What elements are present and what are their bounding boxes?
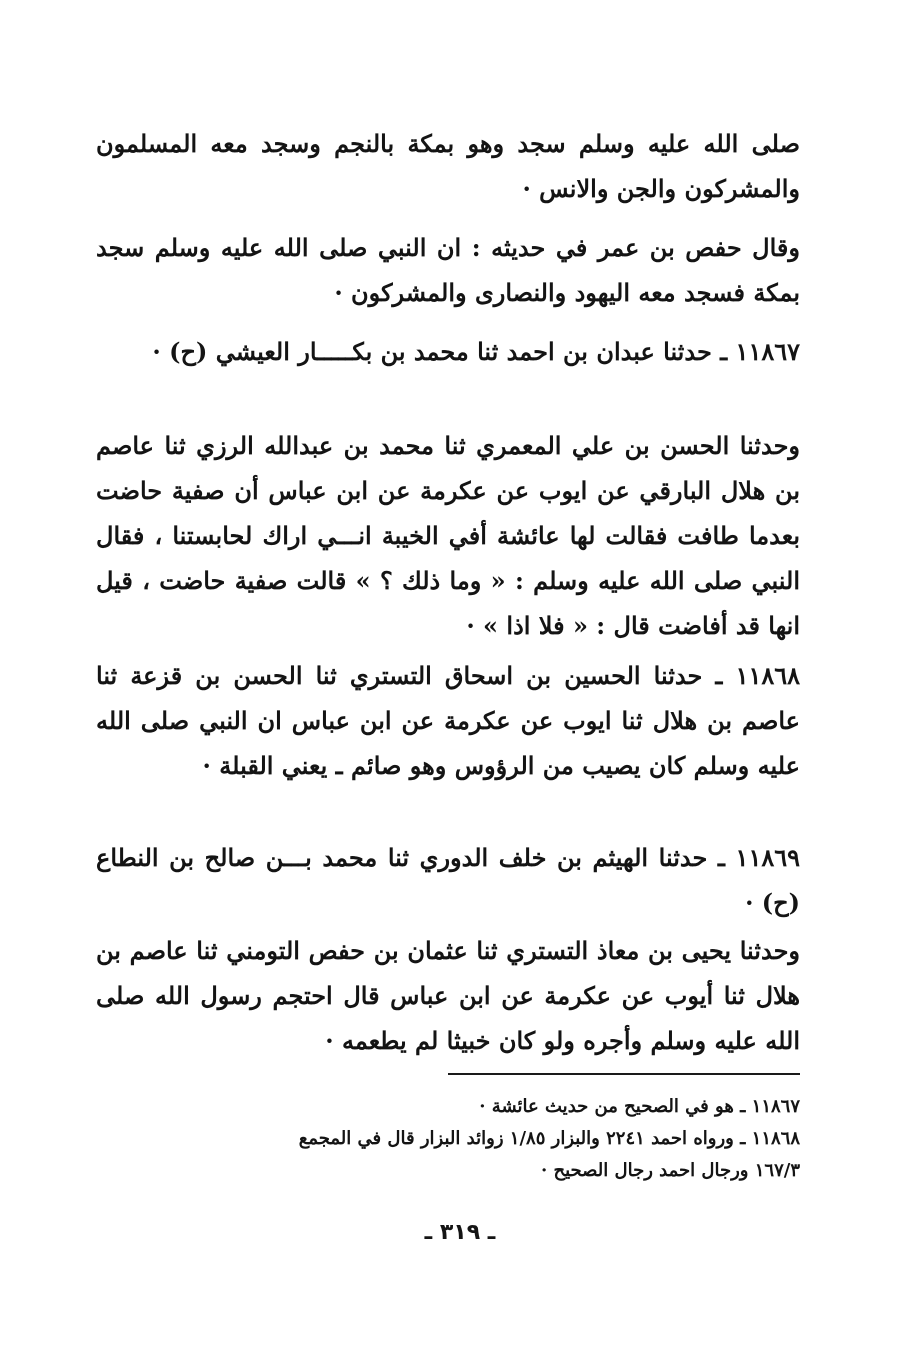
paragraph-hadith-11867-text: وحدثنا الحسن بن علي المعمري ثنا محمد بن عبدالله الرزي ثنا عاصم بن هلال البارقي عن ايوب عن عكرمة عن ابن عباس أن صفية حاضت بعدما طافت فقالت لها عائشة أفي الخيبة انـــي اراك لحابستنا ، فقال النبي صلى الله عليه وسلم : « وما ذلك ؟ » قالت صفية حاضت ، قيل انها قد أفاضت قال : « فلا اذا » · <box>96 431 801 640</box>
paragraph-hadith-11868: ١١٨٦٨ ـ حدثنا الحسين بن اسحاق التستري ثنا الحسن بن قزعة ثنا عاصم بن هلال ثنا ايوب عن عكرمة عن ابن عباس ان النبي صلى الله عليه وسلم كان يصيب من الرؤوس وهو صائم ـ يعني القبلة · <box>96 661 801 780</box>
paragraph-hadith-11867-chain: ١١٨٦٧ ـ حدثنا عبدان بن احمد ثنا محمد بن بكـــــار العيشي (ح) · <box>152 337 800 366</box>
paragraph-hadith-11869-chain: ١١٨٦٩ ـ حدثنا الهيثم بن خلف الدوري ثنا محمد بـــن صالح بن النطاع (ح) · <box>96 843 800 917</box>
paragraph-hadith-continuation: صلى الله عليه وسلم سجد وهو بمكة بالنجم وسجد معه المسلمون والمشركون والجن والانس · <box>96 129 800 203</box>
paragraph-hafs-narration: وقال حفص بن عمر في حديثه : ان النبي صلى الله عليه وسلم سجد بمكة فسجد معه اليهود والنصارى والمشركون · <box>96 233 800 307</box>
footnote-line: ١١٨٦٧ ـ هو في الصحيح من حديث عائشة · <box>479 1096 800 1117</box>
footnotes <box>96 1091 800 1187</box>
page-number: ـ ٣١٩ ـ <box>424 1220 496 1245</box>
footnote-line: ١٦٧/٣ ورجال احمد رجال الصحيح · <box>540 1160 800 1181</box>
footnote-divider <box>448 1073 800 1075</box>
paragraph-hadith-11869-text: وحدثنا يحيى بن معاذ التستري ثنا عثمان بن حفص التومني ثنا عاصم بن هلال ثنا أيوب عن عكرمة عن ابن عباس قال احتجم رسول الله صلى الله عليه وسلم وأجره ولو كان خبيثا لم يطعمه · <box>96 936 800 1055</box>
footnote-line: ١١٨٦٨ ـ ورواه احمد ٢٢٤١ والبزار ١/٨٥ زوائد البزار قال في المجمع <box>298 1128 800 1149</box>
